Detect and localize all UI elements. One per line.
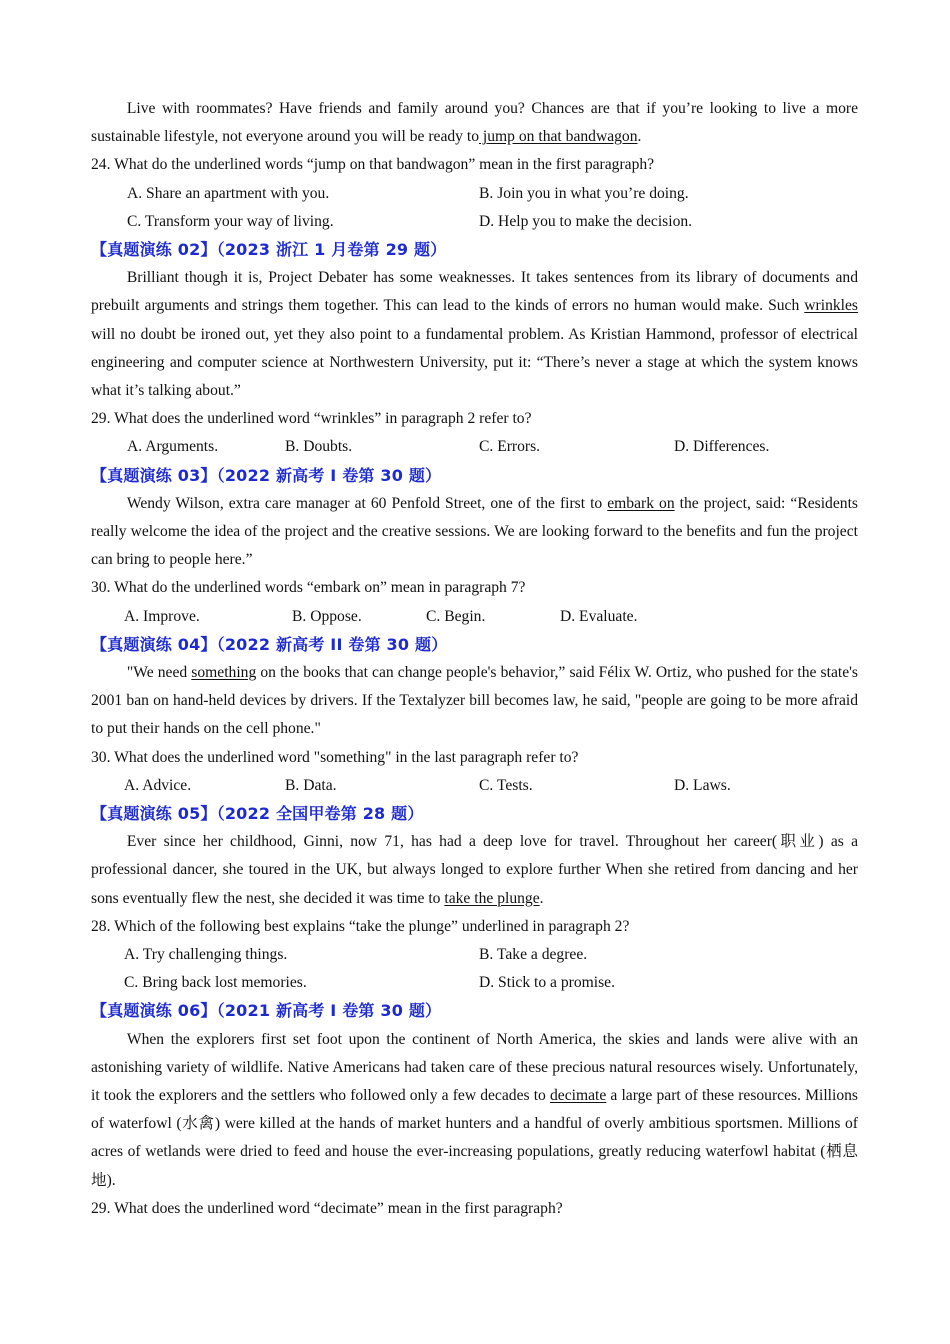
section-heading: 【真题演练 04】（2022 新高考 II 卷第 30 题） [91, 634, 448, 654]
passage-text: When the explorers first set foot upon the continent of North America, the skies and lands were alive with an astonishing variety of wildlife. Native Americans had taken care of these precious natural resources wisely. Unfortunately, it took the explorers and the settlers who followed only a few decades to [91, 1030, 858, 1104]
question-text: 30. What does the underlined word "something" in the last paragraph refer to? [91, 748, 579, 766]
option-row [91, 433, 858, 461]
option-b: B. Data. [285, 776, 337, 794]
question-text: 28. Which of the following best explains “take the plunge” underlined in paragraph 2? [91, 917, 630, 935]
passage-text: . [637, 128, 642, 146]
passage-text: Live with roommates? Have friends and family around you? Chances are that if you’re looking to live a more sustainable lifestyle, not everyone around you will be ready to [91, 100, 858, 146]
option-row [91, 941, 858, 969]
option-d: D. Help you to make the decision. [479, 212, 693, 230]
underlined-phrase: something [191, 664, 257, 681]
section-heading: 【真题演练 05】（2022 全国甲卷第 28 题） [91, 804, 424, 823]
option-b: B. Take a degree. [479, 946, 588, 964]
section-heading: 【真题演练 06】（2021 新高考 I 卷第 30 题） [91, 1001, 442, 1021]
passage-text: Wendy Wilson, extra care manager at 60 Penfold Street, one of the first to [126, 494, 608, 512]
underlined-phrase: jump on that bandwagon [479, 128, 638, 146]
option-a: A. Improve. [124, 607, 200, 625]
option-b: B. Oppose. [292, 607, 362, 625]
passage-text: . [539, 889, 544, 907]
option-c: C. Errors. [479, 438, 541, 456]
option-b: B. Doubts. [285, 438, 353, 456]
option-d: D. Differences. [674, 438, 770, 456]
passage-text: on the books that can change people's behavior,” said Félix W. Ortiz, who pushed for the state's 2001 ban on hand-held devices by drivers. If the Textalyzer bill becomes law, he said, "people are going to be more afraid to put their hands on the cell phone." [91, 664, 858, 738]
option-a: A. Try challenging things. [124, 946, 288, 964]
worksheet-page [91, 95, 858, 1223]
option-d: D. Evaluate. [560, 607, 638, 625]
underlined-phrase: wrinkles [804, 297, 858, 315]
question-text: 24. What do the underlined words “jump on that bandwagon” mean in the first paragraph? [91, 156, 655, 174]
passage-text: "We need [126, 664, 192, 681]
option-d: D. Laws. [674, 776, 731, 794]
section-heading: 【真题演练 02】（2023 浙江 1 月卷第 29 题） [91, 239, 447, 259]
passage-paragraph [91, 490, 858, 575]
option-row [91, 180, 858, 208]
option-row [91, 603, 858, 631]
passage-text: Brilliant though it is, Project Debater has some weaknesses. It takes sentences from its library of documents and prebuilt arguments and strings them together. This can lead to the kinds of errors no human would make. Such [91, 269, 858, 315]
option-row [91, 969, 858, 997]
question-text: 30. What do the underlined words “embark on” mean in paragraph 7? [91, 579, 526, 597]
option-d: D. Stick to a promise. [479, 974, 615, 992]
passage-text: a large part of these resources. Millions of waterfowl (水禽) were killed at the hands of market hunters and a handful of overly ambitious sportsmen. Millions of acres of wetlands were dried to feed and house the ever-increasing populations, greatly reducing waterfowl habitat (栖息地). [91, 1087, 858, 1189]
passage-text: the project, said: “Residents really welcome the idea of the project and the creative sessions. We are looking forward to the benefits and fun the project can bring to people here.” [91, 494, 858, 569]
option-c: C. Transform your way of living. [127, 212, 334, 230]
passage-paragraph [91, 828, 858, 913]
option-c: C. Begin. [426, 607, 486, 625]
underlined-phrase: decimate [549, 1087, 607, 1104]
option-row [91, 772, 858, 800]
option-b: B. Join you in what you’re doing. [479, 184, 689, 202]
passage-paragraph [91, 264, 858, 405]
passage-paragraph [91, 1026, 858, 1195]
option-c: C. Tests. [479, 776, 533, 794]
option-c: C. Bring back lost memories. [124, 974, 307, 992]
underlined-phrase: embark on [607, 494, 675, 512]
option-a: A. Share an apartment with you. [127, 184, 330, 202]
question-text: 29. What does the underlined word “decimate” mean in the first paragraph? [91, 1199, 563, 1217]
section-heading: 【真题演练 03】（2022 新高考 I 卷第 30 题） [91, 465, 442, 485]
option-a: A. Arguments. [127, 438, 219, 456]
question-text: 29. What does the underlined word “wrinkles” in paragraph 2 refer to? [91, 410, 532, 428]
option-a: A. Advice. [124, 776, 192, 794]
underlined-phrase: take the plunge [444, 889, 540, 907]
option-row [91, 208, 858, 236]
passage-paragraph [91, 95, 858, 151]
passage-text: Ever since her childhood, Ginni, now 71, has had a deep love for travel. Throughout her career(职业) as a professional dancer, she toured in the UK, but always longed to explore further When she retired from dancing and her sons eventually flew the nest, she decided it was time to [91, 833, 858, 907]
passage-text: will no doubt be ironed out, yet they also point to a fundamental problem. As Kristian Hammond, professor of electrical engineering and computer science at Northwestern University, put it: “There’s never a stage at which the system knows what it’s talking about.” [91, 325, 858, 399]
passage-paragraph [91, 659, 858, 744]
